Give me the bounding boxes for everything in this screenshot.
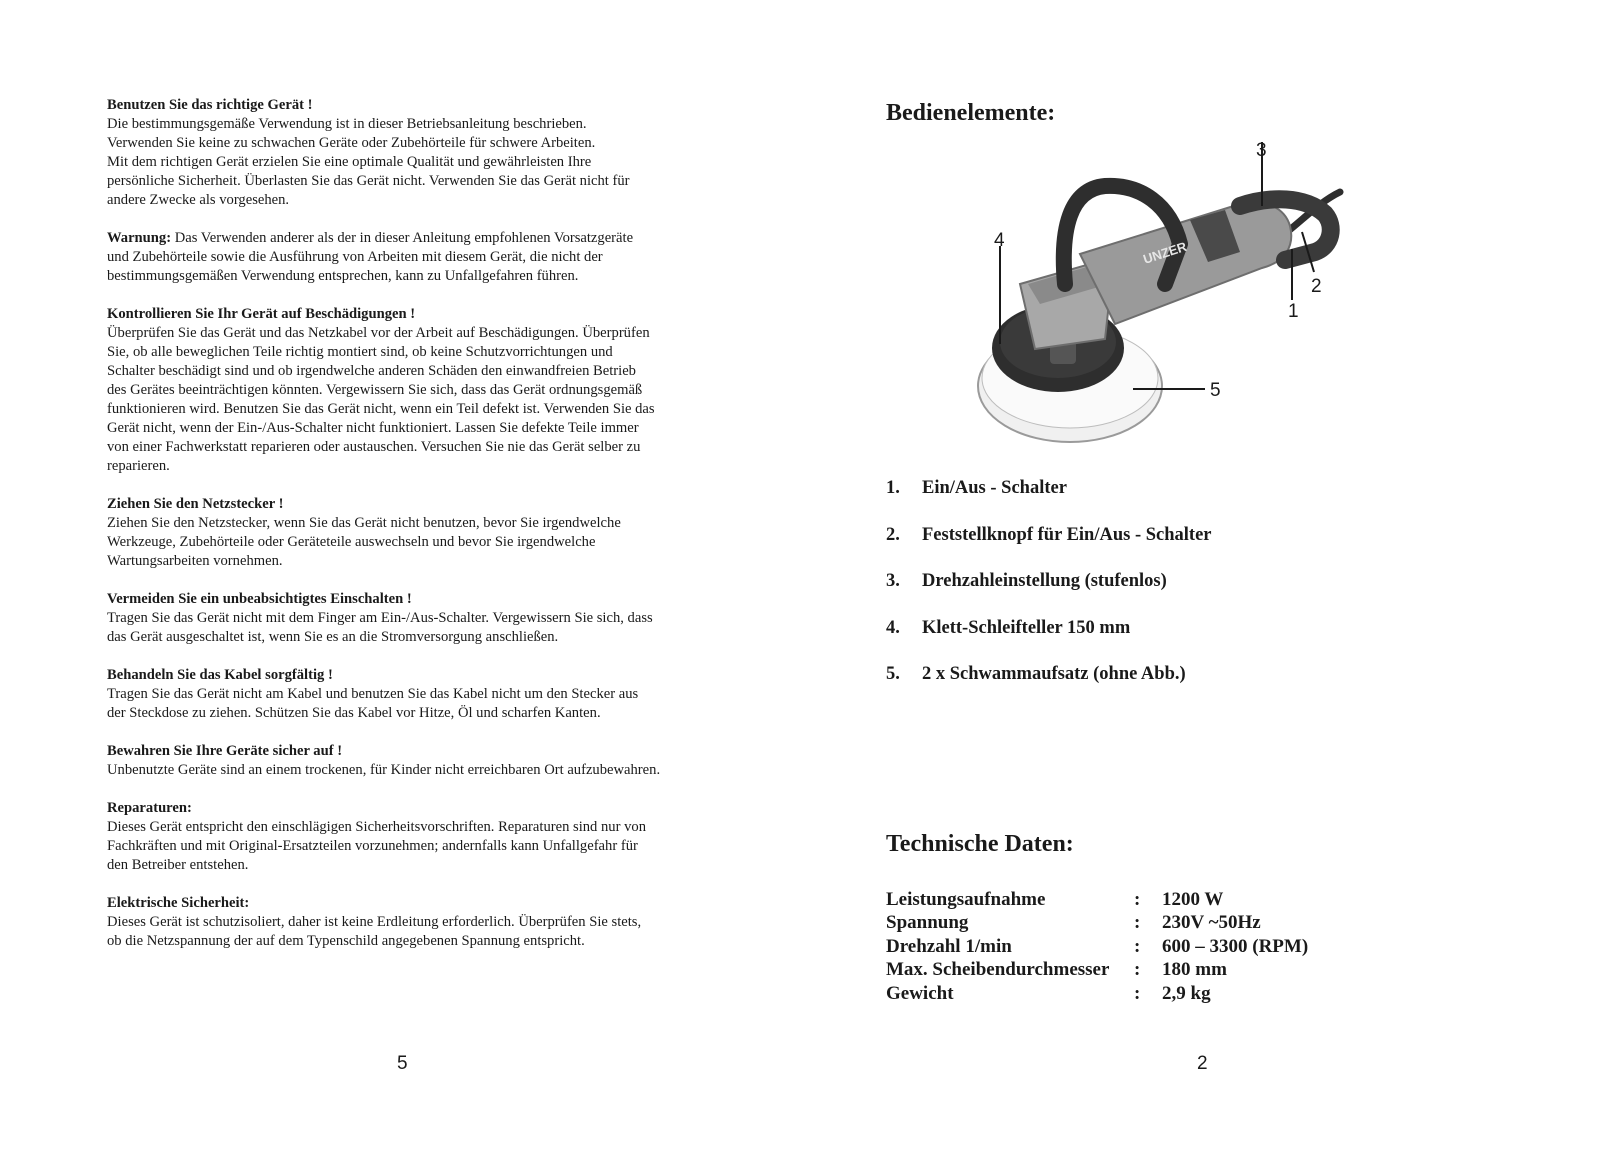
- text-line: Dieses Gerät ist schutzisoliert, daher ist keine Erdleitung erforderlich. Überprüfen Sie stets,: [107, 914, 642, 930]
- section-heading: Kontrollieren Sie Ihr Gerät auf Beschädigungen !: [107, 306, 416, 322]
- section-heading: Ziehen Sie den Netzstecker !: [107, 496, 284, 512]
- text-line: ob die Netzspannung der auf dem Typenschild angegebenen Spannung entspricht.: [107, 933, 585, 949]
- page-number: 2: [1197, 1053, 1208, 1074]
- text-line: Überprüfen Sie das Gerät und das Netzkabel vor der Arbeit auf Beschädigungen. Überprüfen: [107, 325, 650, 341]
- spec-row: [886, 959, 1308, 982]
- spec-label: Max. Scheibendurchmesser: [886, 959, 1110, 981]
- text-line: Werkzeuge, Zubehörteile oder Geräteteile auswechseln und bevor Sie irgendwelche: [107, 534, 596, 550]
- text-line: Die bestimmungsgemäße Verwendung ist in dieser Betriebsanleitung beschrieben.: [107, 116, 587, 132]
- controls-heading: Bedienelemente:: [886, 100, 1056, 126]
- text-line: Schalter beschädigt sind und ob irgendwelche anderen Schäden den einwandfreien Betrieb: [107, 363, 636, 379]
- text-line: Tragen Sie das Gerät nicht am Kabel und benutzen Sie das Kabel nicht um den Stecker aus: [107, 686, 639, 702]
- section-warnung: [107, 229, 747, 286]
- brand-label: UNZER: [1141, 238, 1189, 267]
- spec-row: [886, 936, 1308, 959]
- polisher-illustration: [940, 134, 1370, 464]
- callout-3: 3: [1256, 140, 1267, 161]
- callout-4: 4: [994, 230, 1005, 251]
- section-beschaedigungen: [107, 305, 747, 476]
- warning-label: Warnung:: [107, 230, 172, 246]
- right-page: [800, 0, 1600, 1154]
- section-heading: Reparaturen:: [107, 800, 192, 816]
- control-label: Feststellknopf für Ein/Aus - Schalter: [922, 524, 1212, 545]
- callout-5: 5: [1210, 380, 1221, 401]
- control-item: [886, 571, 1212, 618]
- text-line: Tragen Sie das Gerät nicht mit dem Finger am Ein-/Aus-Schalter. Vergewissern Sie sich, dass: [107, 610, 653, 626]
- spec-value: 2,9 kg: [1162, 982, 1211, 1004]
- motor-body: [1080, 202, 1291, 324]
- control-number: 5.: [886, 664, 900, 684]
- tech-data-heading: Technische Daten:: [886, 831, 1074, 857]
- spec-value: 230V ~50Hz: [1162, 912, 1261, 934]
- control-number: 1.: [886, 478, 900, 498]
- section-heading: Behandeln Sie das Kabel sorgfältig !: [107, 667, 333, 683]
- section-heading: Elektrische Sicherheit:: [107, 895, 250, 911]
- text-line: Fachkräften und mit Original-Ersatzteilen vorzunehmen; andernfalls kann Unfallgefahr für: [107, 838, 638, 854]
- spec-value: 600 – 3300 (RPM): [1162, 935, 1309, 957]
- control-number: 2.: [886, 524, 900, 545]
- text-line: des Gerätes beeinträchtigen könnten. Vergewissern Sie sich, dass das Gerät ordnungsgemäß: [107, 382, 643, 398]
- spec-value: 180 mm: [1162, 959, 1227, 981]
- spec-value: 1200 W: [1162, 889, 1224, 910]
- section-einschalten: [107, 590, 747, 647]
- text-line: und Zubehörteile sowie die Ausführung von Arbeiten mit diesem Gerät, die nicht der: [107, 249, 603, 265]
- section-reparaturen: [107, 799, 747, 875]
- callout-2: 2: [1311, 276, 1322, 297]
- section-elektrische-sicherheit: [107, 894, 747, 951]
- section-aufbewahren: [107, 742, 747, 780]
- text-line: Verwenden Sie keine zu schwachen Geräte oder Zubehörteile für schwere Arbeiten.: [107, 135, 596, 151]
- text-line: den Betreiber entstehen.: [107, 857, 249, 873]
- spec-colon: :: [1134, 959, 1141, 981]
- spec-row: [886, 983, 1308, 1006]
- text-line: Ziehen Sie den Netzstecker, wenn Sie das Gerät nicht benutzen, bevor Sie irgendwelche: [107, 515, 621, 531]
- control-item: [886, 618, 1212, 665]
- controls-list: [886, 478, 1212, 711]
- section-netzstecker: [107, 495, 747, 571]
- control-label: Klett-Schleifteller 150 mm: [922, 617, 1131, 638]
- text-line: Wartungsarbeiten vornehmen.: [107, 553, 283, 569]
- control-number: 3.: [886, 571, 900, 591]
- tech-data-table: [886, 889, 1308, 1006]
- text-line: reparieren.: [107, 458, 170, 474]
- text-line: das Gerät ausgeschaltet ist, wenn Sie es an die Stromversorgung anschließen.: [107, 629, 559, 645]
- text-line: funktionieren wird. Benutzen Sie das Gerät nicht, wenn ein Teil defekt ist. Verwenden Sie das: [107, 401, 655, 417]
- text-line: persönliche Sicherheit. Überlasten Sie das Gerät nicht. Verwenden Sie das Gerät nicht für: [107, 173, 630, 189]
- spec-label: Spannung: [886, 912, 969, 934]
- section-richtiges-geraet: [107, 96, 747, 210]
- callout-1: 1: [1288, 301, 1299, 322]
- spec-colon: :: [1134, 912, 1141, 934]
- warning-text: Das Verwenden anderer als der in dieser Anleitung empfohlenen Vorsatzgeräte: [171, 230, 634, 246]
- control-label: Ein/Aus - Schalter: [922, 478, 1067, 498]
- section-heading: Bewahren Sie Ihre Geräte sicher auf !: [107, 743, 343, 759]
- text-line: der Steckdose zu ziehen. Schützen Sie das Kabel vor Hitze, Öl und scharfen Kanten.: [107, 705, 601, 721]
- warning-first-line: [107, 229, 747, 248]
- spec-row: [886, 889, 1308, 912]
- spec-colon: :: [1134, 935, 1141, 957]
- text-line: von einer Fachwerkstatt reparieren oder austauschen. Versuchen Sie nie das Gerät selber zu: [107, 439, 641, 455]
- section-heading: Vermeiden Sie ein unbeabsichtigtes Einschalten !: [107, 591, 412, 607]
- control-label: Drehzahleinstellung (stufenlos): [922, 571, 1167, 591]
- spec-colon: :: [1134, 982, 1141, 1004]
- text-line: Gerät nicht, wenn der Ein-/Aus-Schalter nicht funktioniert. Lassen Sie defekte Teile immer: [107, 420, 639, 436]
- spec-row: [886, 912, 1308, 935]
- text-line: Dieses Gerät entspricht den einschlägigen Sicherheitsvorschriften. Reparaturen sind nur von: [107, 819, 646, 835]
- section-heading: Benutzen Sie das richtige Gerät !: [107, 97, 313, 113]
- control-item: [886, 525, 1212, 572]
- safety-sections: [107, 96, 747, 970]
- text-line: Sie, ob alle beweglichen Teile richtig montiert sind, ob keine Schutzvorrichtungen und: [107, 344, 613, 360]
- spec-label: Leistungsaufnahme: [886, 889, 1046, 910]
- control-number: 4.: [886, 617, 900, 638]
- control-item: [886, 478, 1212, 525]
- text-line: Unbenutzte Geräte sind an einem trockenen, für Kinder nicht erreichbaren Ort aufzubewahren.: [107, 762, 661, 778]
- spec-colon: :: [1134, 889, 1141, 910]
- spec-label: Drehzahl 1/min: [886, 935, 1012, 957]
- section-kabel: [107, 666, 747, 723]
- text-line: bestimmungsgemäßen Verwendung entsprechen, kann zu Unfallgefahren führen.: [107, 268, 579, 284]
- text-line: Mit dem richtigen Gerät erzielen Sie eine optimale Qualität und gewährleisten Ihre: [107, 154, 592, 170]
- control-label: 2 x Schwammaufsatz (ohne Abb.): [922, 664, 1186, 684]
- text-line: andere Zwecke als vorgesehen.: [107, 192, 290, 208]
- spec-label: Gewicht: [886, 982, 954, 1004]
- control-item: [886, 664, 1212, 711]
- page-number: 5: [397, 1053, 408, 1074]
